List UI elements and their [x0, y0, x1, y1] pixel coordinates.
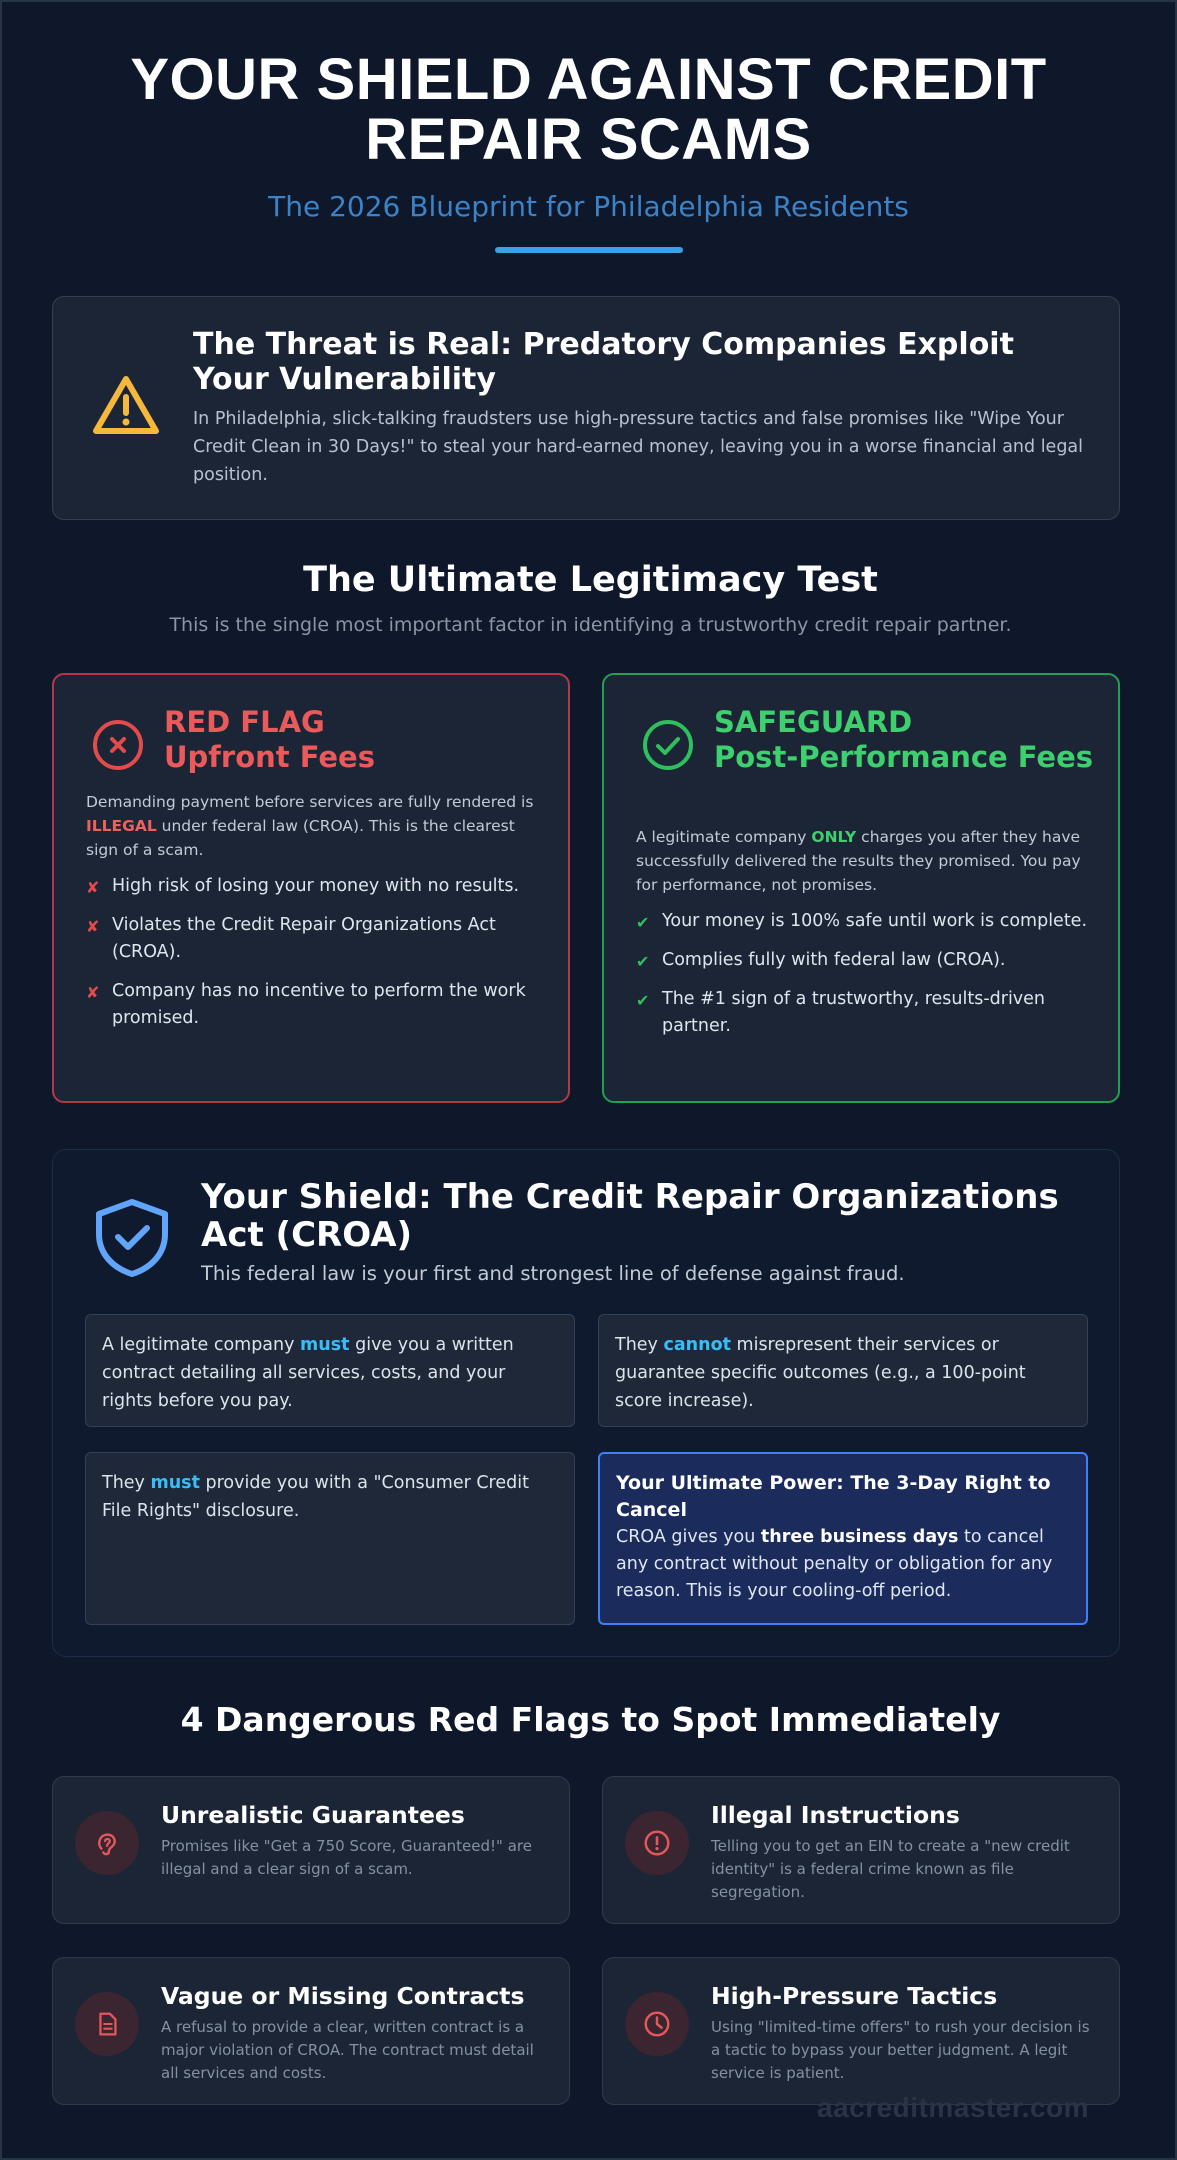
only-highlight: ONLY	[811, 828, 857, 846]
red-flag-list	[86, 873, 546, 1044]
croa-card	[52, 1149, 1120, 1657]
clock-icon	[625, 1992, 689, 2056]
check-circle-icon	[640, 717, 696, 773]
red-flag-card	[52, 673, 570, 1103]
x-circle-icon	[90, 717, 146, 773]
safeguard-name: Post-Performance Fees	[714, 740, 1094, 774]
rule-text: to cancel any contract without penalty or obligation for any reason. This is your cooling-off period.	[616, 1527, 1053, 1601]
red-flag-name: Upfront Fees	[164, 740, 375, 774]
legitimacy-title: The Ultimate Legitimacy Test	[303, 560, 878, 600]
desc-text: A legitimate company	[636, 828, 812, 846]
list-item	[86, 978, 546, 1032]
list-item-text: The #1 sign of a trustworthy, results-driven partner.	[662, 989, 1046, 1036]
list-item	[636, 947, 1096, 974]
safeguard-heading	[714, 705, 1094, 775]
croa-title: Your Shield: The Credit Repair Organizations Act (CROA)	[201, 1177, 1059, 1255]
checkmark-icon: ✔	[636, 952, 650, 971]
list-item-text: Your money is 100% safe until work is complete.	[662, 911, 1088, 931]
title-underline	[495, 247, 683, 253]
red-flag-item	[52, 1957, 570, 2105]
croa-right-to-cancel	[598, 1452, 1088, 1625]
document-icon	[75, 1992, 139, 2056]
rule-text: They	[102, 1473, 151, 1493]
safeguard-card	[602, 673, 1120, 1103]
rule-keyword: cannot	[663, 1335, 731, 1355]
red-flag-item	[602, 1776, 1120, 1924]
rule-keyword: must	[300, 1335, 350, 1355]
red-flag-item	[602, 1957, 1120, 2105]
x-mark-icon: ✘	[86, 878, 100, 897]
red-flag-heading	[164, 705, 544, 775]
list-item	[636, 986, 1096, 1040]
red-flag-item-title: High-Pressure Tactics	[711, 1982, 998, 2010]
warning-triangle-icon	[91, 373, 161, 437]
list-item-text: Complies fully with federal law (CROA).	[662, 950, 1006, 970]
right-to-cancel-text	[616, 1524, 1070, 1605]
checkmark-icon: ✔	[636, 913, 650, 932]
legitimacy-subtitle: This is the single most important factor in identifying a trustworthy credit repair partner.	[169, 614, 1012, 636]
desc-text: charges you after they have successfully delivered the results they promised. You pay for performance, not promises.	[636, 828, 1081, 894]
page-title: YOUR SHIELD AGAINST CREDIT REPAIR SCAMS	[130, 47, 1047, 172]
safeguard-description	[636, 825, 1096, 897]
threat-text: In Philadelphia, slick-talking fraudsters use high-pressure tactics and false promises like "Wipe Your Credit Clean in 30 Days!" to steal your hard-earned money, leaving you in a worse financial and legal position.	[193, 409, 1084, 485]
rule-text: A legitimate company	[102, 1335, 301, 1355]
checkmark-icon: ✔	[636, 991, 650, 1010]
red-flag-item-title: Vague or Missing Contracts	[161, 1982, 525, 2010]
threat-card	[52, 296, 1120, 520]
list-item-text: High risk of losing your money with no results.	[112, 876, 520, 896]
list-item	[86, 873, 546, 900]
list-item	[86, 912, 546, 966]
red-flag-item-text: A refusal to provide a clear, written contract is a major violation of CROA. The contract must detail all services and costs.	[161, 2018, 534, 2082]
desc-text: Demanding payment before services are fully rendered is	[86, 793, 534, 811]
croa-rule-written-contract	[85, 1314, 575, 1427]
page-subtitle: The 2026 Blueprint for Philadelphia Residents	[268, 190, 909, 223]
alert-circle-icon	[625, 1811, 689, 1875]
list-item	[636, 908, 1096, 935]
x-mark-icon: ✘	[86, 917, 100, 936]
rule-text: CROA gives you	[616, 1527, 761, 1547]
red-flag-item-title: Unrealistic Guarantees	[161, 1801, 465, 1829]
right-to-cancel-title: Your Ultimate Power: The 3-Day Right to Cancel	[616, 1472, 1051, 1521]
rule-keyword: must	[150, 1473, 200, 1493]
red-flag-item-text: Telling you to get an EIN to create a "new credit identity" is a federal crime known as file segregation.	[711, 1837, 1070, 1901]
red-flag-item-text: Promises like "Get a 750 Score, Guaranteed!" are illegal and a clear sign of a scam.	[161, 1837, 532, 1878]
shield-check-icon	[89, 1196, 175, 1278]
ear-icon	[75, 1811, 139, 1875]
croa-rule-disclosure	[85, 1452, 575, 1625]
safeguard-label: SAFEGUARD	[714, 705, 913, 739]
list-item-text: Company has no incentive to perform the work promised.	[112, 981, 526, 1028]
red-flag-item-title: Illegal Instructions	[711, 1801, 960, 1829]
red-flag-description	[86, 790, 546, 862]
threat-title: The Threat is Real: Predatory Companies Exploit Your Vulnerability	[193, 327, 1014, 397]
three-days-emphasis: three business days	[760, 1527, 959, 1547]
desc-text: under federal law (CROA). This is the clearest sign of a scam.	[86, 817, 515, 859]
safeguard-list	[636, 908, 1096, 1052]
red-flag-label: RED FLAG	[164, 705, 325, 739]
header	[2, 2, 1175, 253]
red-flag-item-text: Using "limited-time offers" to rush your decision is a tactic to bypass your better judgment. A legit service is patient.	[711, 2018, 1090, 2082]
watermark: aacreditmaster.com	[817, 2092, 1090, 2123]
x-mark-icon: ✘	[86, 983, 100, 1002]
rule-text: provide you with a "Consumer Credit File Rights" disclosure.	[102, 1473, 529, 1521]
rule-text: misrepresent their services or guarantee specific outcomes (e.g., a 100-point score increase).	[615, 1335, 1026, 1411]
rule-text: They	[615, 1335, 664, 1355]
red-flag-item	[52, 1776, 570, 1924]
red-flags-title: 4 Dangerous Red Flags to Spot Immediately	[180, 1700, 1001, 1739]
croa-rule-no-misrepresent	[598, 1314, 1088, 1427]
list-item-text: Violates the Credit Repair Organizations Act (CROA).	[112, 915, 496, 962]
illegal-highlight: ILLEGAL	[86, 817, 157, 835]
rule-text: give you a written contract detailing all services, costs, and your rights before you pay.	[102, 1335, 514, 1411]
croa-subtitle: This federal law is your first and strongest line of defense against fraud.	[201, 1262, 905, 1285]
